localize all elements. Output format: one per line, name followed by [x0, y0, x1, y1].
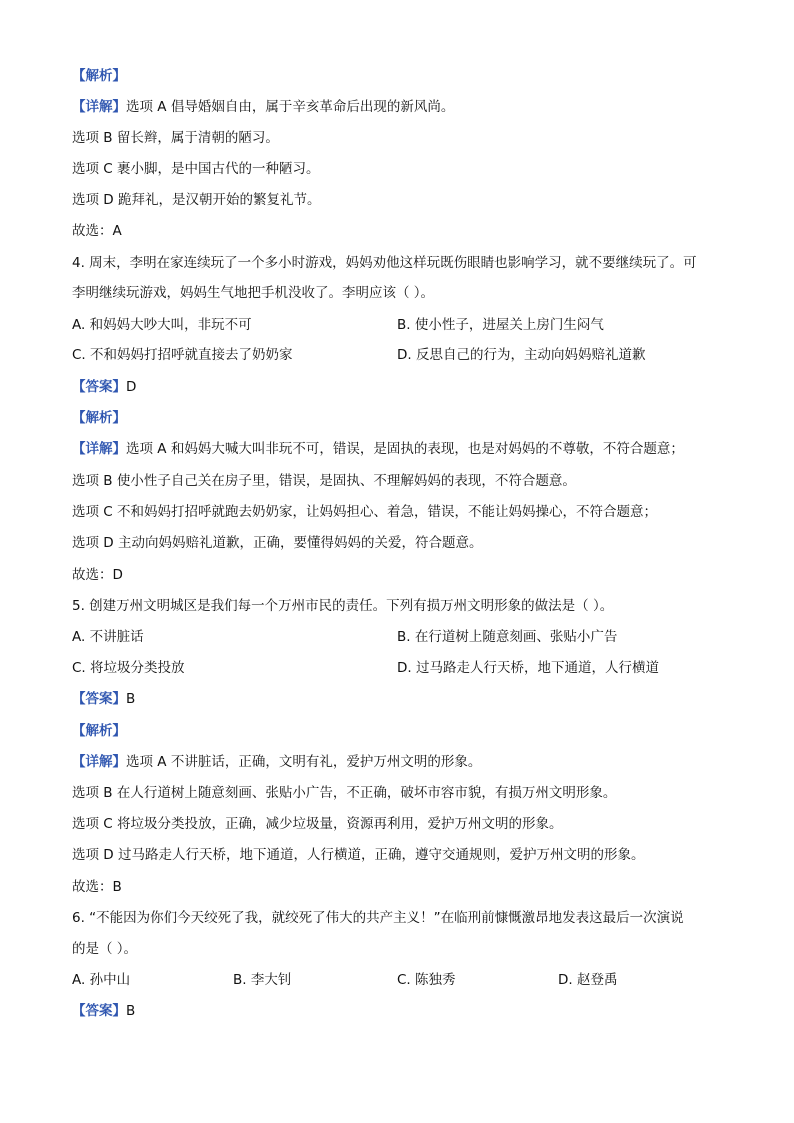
choice-line: 故选：A [72, 223, 122, 239]
detail-line: 选项 B 使小性子自己关在房子里，错误，是固执、不理解妈妈的表现，不符合题意。 [72, 473, 576, 489]
answer-label: 【答案】 [72, 691, 126, 707]
detail-line: 【详解】选项 A 和妈妈大喊大叫非玩不可，错误，是固执的表现，也是对妈妈的不尊敬，不符合题意； [72, 441, 684, 457]
option-d: D. 过马路走人行天桥，地下通道，人行横道 [397, 660, 659, 676]
answer-label: 【答案】 [72, 379, 126, 395]
detail-line: 【详解】选项 A 倡导婚姻自由，属于辛亥革命后出现的新风尚。 [72, 99, 455, 115]
detail-line: 选项 C 不和妈妈打招呼就跑去奶奶家，让妈妈担心、着急，错误，不能让妈妈操心，不符合题意； [72, 504, 658, 520]
analysis-label: 【解析】 [72, 723, 126, 739]
question-stem: 6. “不能因为你们今天绞死了我，就绞死了伟大的共产主义！”在临刑前慷慨激昂地发表这最后一次演说 [72, 910, 684, 926]
option-a: A. 和妈妈大吵大叫，非玩不可 [72, 317, 252, 333]
analysis-label: 【解析】 [72, 410, 126, 426]
option-c: C. 不和妈妈打招呼就直接去了奶奶家 [72, 347, 293, 363]
detail-line: 选项 D 过马路走人行天桥，地下通道，人行横道，正确，遵守交通规则，爱护万州文明的形象。 [72, 847, 645, 863]
option-b: B. 李大钊 [233, 972, 292, 988]
option-d: D. 反思自己的行为，主动向妈妈赔礼道歉 [397, 347, 646, 363]
option-b: B. 在行道树上随意刻画、张贴小广告 [397, 629, 618, 645]
choice-line: 故选：B [72, 879, 122, 895]
detail-label: 【详解】 [72, 754, 126, 770]
detail-line: 选项 B 在人行道树上随意刻画、张贴小广告，不正确，破坏市容市貌，有损万州文明形象。 [72, 785, 617, 801]
option-c: C. 将垃圾分类投放 [72, 660, 185, 676]
option-a: A. 孙中山 [72, 972, 131, 988]
detail-label: 【详解】 [72, 99, 126, 115]
answer-line: 【答案】B [72, 1003, 136, 1019]
choice-line: 故选：D [72, 567, 123, 583]
answer-line: 【答案】B [72, 691, 136, 707]
question-stem: 李明继续玩游戏，妈妈生气地把手机没收了。李明应该（ ）。 [72, 285, 435, 301]
detail-line: 选项 C 将垃圾分类投放，正确，减少垃圾量，资源再利用，爱护万州文明的形象。 [72, 816, 563, 832]
option-b: B. 使小性子，进屋关上房门生闷气 [397, 317, 604, 333]
detail-line: 【详解】选项 A 不讲脏话，正确，文明有礼，爱护万州文明的形象。 [72, 754, 482, 770]
analysis-label: 【解析】 [72, 68, 126, 84]
detail-line: 选项 D 跪拜礼，是汉朝开始的繁复礼节。 [72, 192, 321, 208]
answer-label: 【答案】 [72, 1003, 126, 1019]
question-stem: 的是（ ）。 [72, 941, 138, 957]
detail-line: 选项 B 留长辫，属于清朝的陋习。 [72, 130, 279, 146]
detail-label: 【详解】 [72, 441, 126, 457]
answer-line: 【答案】D [72, 379, 137, 395]
detail-line: 选项 D 主动向妈妈赔礼道歉，正确，要懂得妈妈的关爱，符合题意。 [72, 535, 483, 551]
option-a: A. 不讲脏话 [72, 629, 144, 645]
option-c: C. 陈独秀 [397, 972, 456, 988]
question-stem: 4. 周末，李明在家连续玩了一个多小时游戏，妈妈劝他这样玩既伤眼睛也影响学习，就不要继续玩了。可 [72, 255, 697, 271]
detail-line: 选项 C 裹小脚，是中国古代的一种陋习。 [72, 161, 320, 177]
option-d: D. 赵登禹 [558, 972, 618, 988]
question-stem: 5. 创建万州文明城区是我们每一个万州市民的责任。下列有损万州文明形象的做法是（ ）。 [72, 598, 614, 614]
